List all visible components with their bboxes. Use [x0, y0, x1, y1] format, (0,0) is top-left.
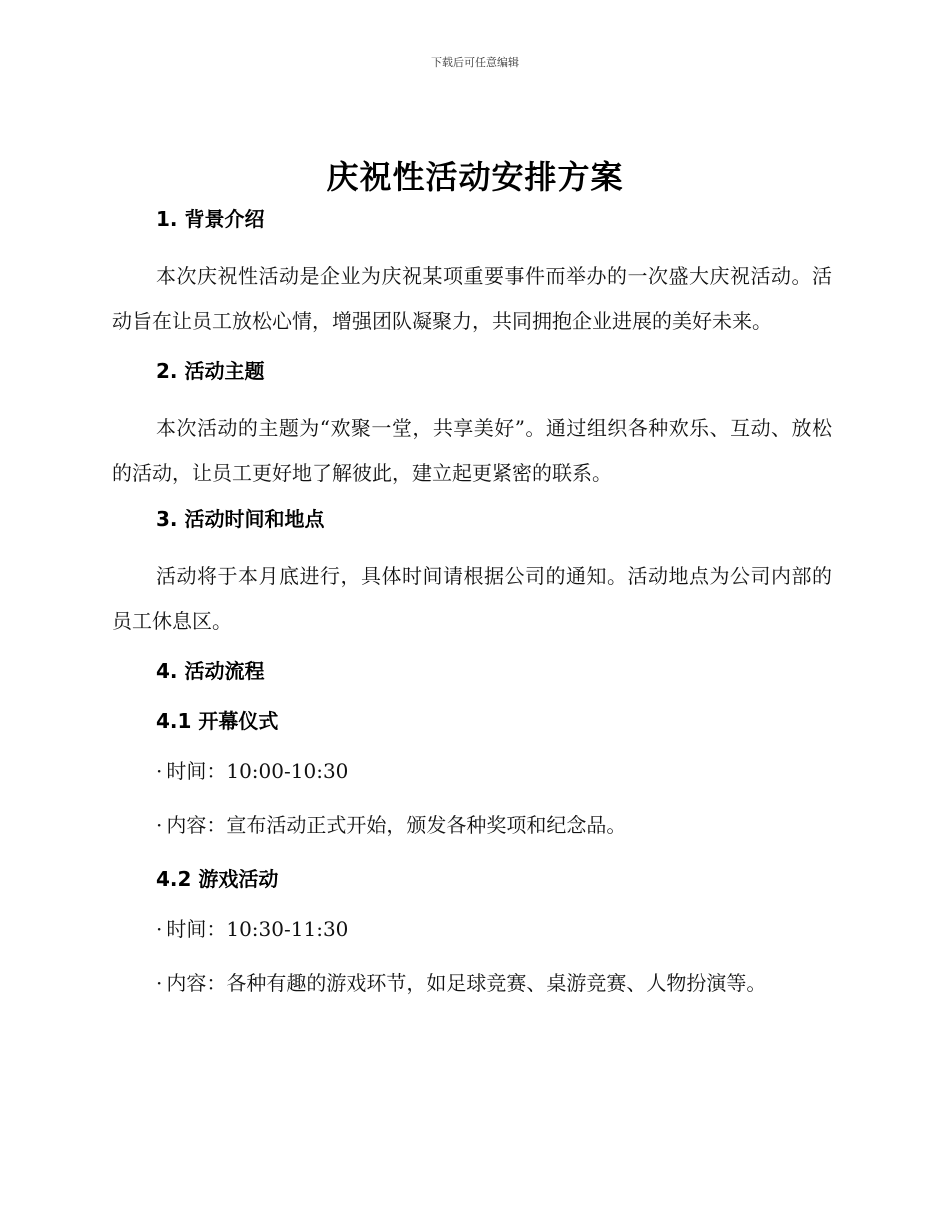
bullet-text: 内容：各种有趣的游戏环节，如足球竞赛、桌游竞赛、人物扮演等。	[166, 971, 767, 995]
bullet-games-time	[156, 914, 832, 944]
bullet-opening-time	[156, 756, 832, 786]
section-heading-background: 1. 背景介绍	[156, 207, 265, 231]
bullet-dot: ·	[156, 917, 163, 941]
document-title: 庆祝性活动安排方案	[326, 158, 624, 196]
bullet-games-content	[156, 968, 832, 998]
bullet-text: 时间：10:00-10:30	[166, 759, 349, 783]
section-body-background: 本次庆祝性活动是企业为庆祝某项重要事件而举办的一次盛大庆祝活动。活动旨在让员工放松心情，增强团队凝聚力，共同拥抱企业进展的美好未来。	[112, 264, 832, 333]
subsection-heading-opening: 4.1 开幕仪式	[156, 709, 279, 733]
bullet-text: 内容：宣布活动正式开始，颁发各种奖项和纪念品。	[166, 813, 627, 837]
bullet-text: 时间：10:30-11:30	[166, 917, 349, 941]
subsection-heading-games: 4.2 游戏活动	[156, 867, 279, 891]
section-body-time-place: 活动将于本月底进行，具体时间请根据公司的通知。活动地点为公司内部的员工休息区。	[112, 564, 832, 633]
section-heading-theme: 2. 活动主题	[156, 359, 265, 383]
section-heading-time-place: 3. 活动时间和地点	[156, 507, 325, 531]
section-body-theme: 本次活动的主题为“欢聚一堂，共享美好”。通过组织各种欢乐、互动、放松的活动，让员工更好地了解彼此，建立起更紧密的联系。	[112, 416, 832, 485]
section-heading-process: 4. 活动流程	[156, 659, 265, 683]
bullet-dot: ·	[156, 759, 163, 783]
header-note: 下载后可任意编辑	[431, 56, 519, 69]
bullet-dot: ·	[156, 813, 163, 837]
bullet-dot: ·	[156, 971, 163, 995]
bullet-opening-content	[156, 810, 832, 840]
document-body	[112, 204, 832, 1022]
